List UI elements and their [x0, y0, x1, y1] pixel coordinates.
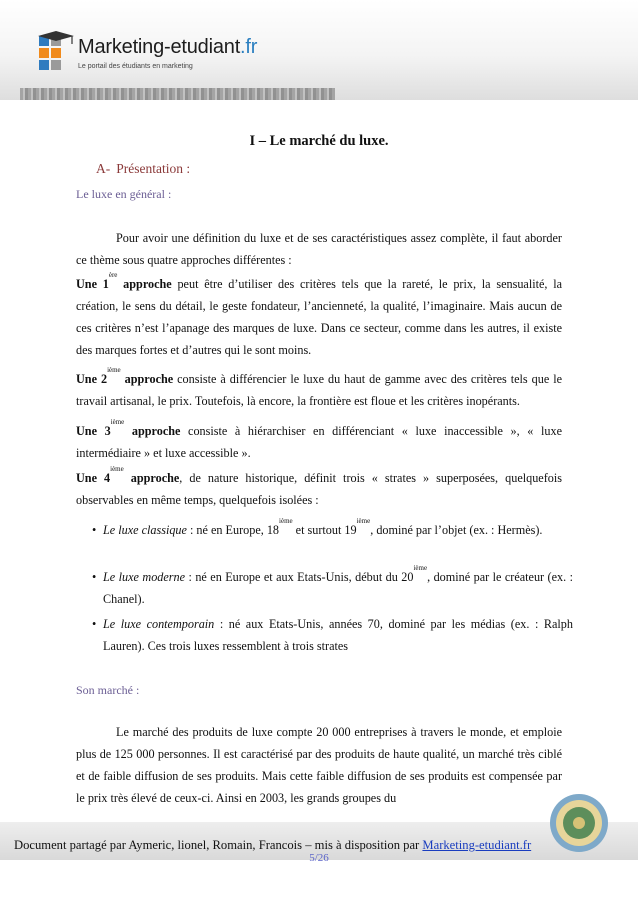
strate-text: : né en Europe, 18	[186, 523, 280, 537]
approach-2-sup: ième	[107, 366, 121, 374]
section-letter: A-	[96, 161, 111, 176]
logo-name: Marketing-etudiant	[78, 36, 241, 58]
section-heading	[96, 161, 190, 177]
strate-label: Le luxe contemporain	[103, 617, 215, 631]
approach-3-paragraph	[76, 420, 562, 464]
approach-1-sup: ère	[108, 271, 118, 279]
strate-label: Le luxe moderne	[103, 570, 186, 584]
footer-credit	[14, 838, 531, 853]
document-title: I – Le marché du luxe.	[249, 133, 389, 149]
approach-4-paragraph	[76, 467, 562, 511]
approach-1-strong: approche	[123, 277, 172, 291]
approach-3-lead: Une 3	[76, 424, 111, 438]
strate-text: , dominé par le créateur (ex. : Chanel).	[103, 570, 573, 606]
footer-site-link[interactable]: Marketing-etudiant.fr	[422, 838, 532, 852]
strate-text: et surtout 19	[292, 523, 357, 537]
blue-seal-medal-icon	[548, 792, 610, 854]
strate-sup: ième	[279, 517, 293, 525]
intro-paragraph: Pour avoir une définition du luxe et de ses caractéristiques assez complète, il faut aborder ce thème sous quatre approches différentes :	[76, 231, 562, 267]
list-item	[92, 613, 573, 657]
subheading-son-marche: Son marché :	[76, 683, 140, 697]
section-title: Présentation :	[116, 161, 191, 176]
approach-4-sup: ième	[110, 465, 124, 473]
strate-text: : né en Europe et aux Etats-Unis, début du 20	[185, 570, 414, 584]
banner-texture-strip	[20, 88, 335, 100]
strate-text: , dominé par l’objet (ex. : Hermès).	[370, 523, 543, 537]
approach-1-lead: Une 1	[76, 277, 109, 291]
approach-1-text: peut être d’utiliser des critères tels que la rareté, le prix, la sensualité, la création, le sens du détail, le geste fondateur, l’ancienneté, la qualité, l’imaginaire. Mais aucun de ces critères n’est l’apanage des marques de luxe. Dans ce secteur, comme dans les autres, il existe des marques fortes et d’autres qui le sont moins.	[76, 277, 563, 357]
approach-3-sup: ième	[110, 418, 125, 426]
market-paragraph: Le marché des produits de luxe compte 20 000 entreprises à travers le monde, et emploie plus de 125 000 personnes. Il est caractérisé par des produits de haute qualité, un marché très ciblé et de faible diffusion de ses produits. Mais cette faible diffusion de ses produits est compensée par le prix très élevé de ceux-ci. Ainsi en 2003, les grands groupes du	[76, 725, 562, 805]
strate-sup: ième	[356, 517, 371, 525]
site-logo[interactable]	[78, 36, 257, 59]
bullet-dot: •	[92, 570, 97, 584]
approach-4-text: , de nature historique, définit trois « strates » superposées, quelquefois observables en même temps, quelquefois isolées :	[76, 471, 562, 507]
list-item	[92, 519, 573, 541]
approach-3-text: consiste à hiérarchiser en différenciant « luxe inaccessible », « luxe intermédiaire » et luxe accessible ».	[76, 424, 562, 460]
stacked-cubes-graduation-cap-icon[interactable]	[36, 31, 76, 71]
approach-1-paragraph	[76, 273, 562, 361]
logo-tld: .fr	[240, 36, 258, 58]
approach-2-lead: Une 2	[76, 372, 108, 386]
list-item	[92, 566, 573, 610]
logo-tagline: Le portail des étudiants en marketing	[78, 63, 193, 70]
approach-3-strong: approche	[131, 424, 181, 438]
subheading-luxe-general: Le luxe en général :	[76, 187, 172, 201]
bullet-dot: •	[92, 523, 97, 537]
approach-2-paragraph	[76, 368, 562, 412]
approach-2-text: consiste à différencier le luxe du haut de gamme avec des critères tels que le travail artisanal, le prix. Toutefois, là encore, la frontière est floue et les critères inopérants.	[76, 372, 563, 408]
strate-label: Le luxe classique	[103, 523, 187, 537]
footer-credit-text: Document partagé par Aymeric, lionel, Romain, Francois – mis à disposition par	[14, 838, 423, 852]
strate-sup: ième	[413, 564, 428, 572]
page-number: 5/26	[309, 852, 329, 864]
bullet-dot: •	[92, 617, 97, 631]
strate-text: : né aux Etats-Unis, années 70, dominé par les médias (ex. : Ralph Lauren). Ces trois luxes ressemblent à trois strates	[103, 617, 573, 653]
approach-4-strong: approche	[130, 471, 180, 485]
approach-2-strong: approche	[124, 372, 174, 386]
approach-4-lead: Une 4	[76, 471, 111, 485]
